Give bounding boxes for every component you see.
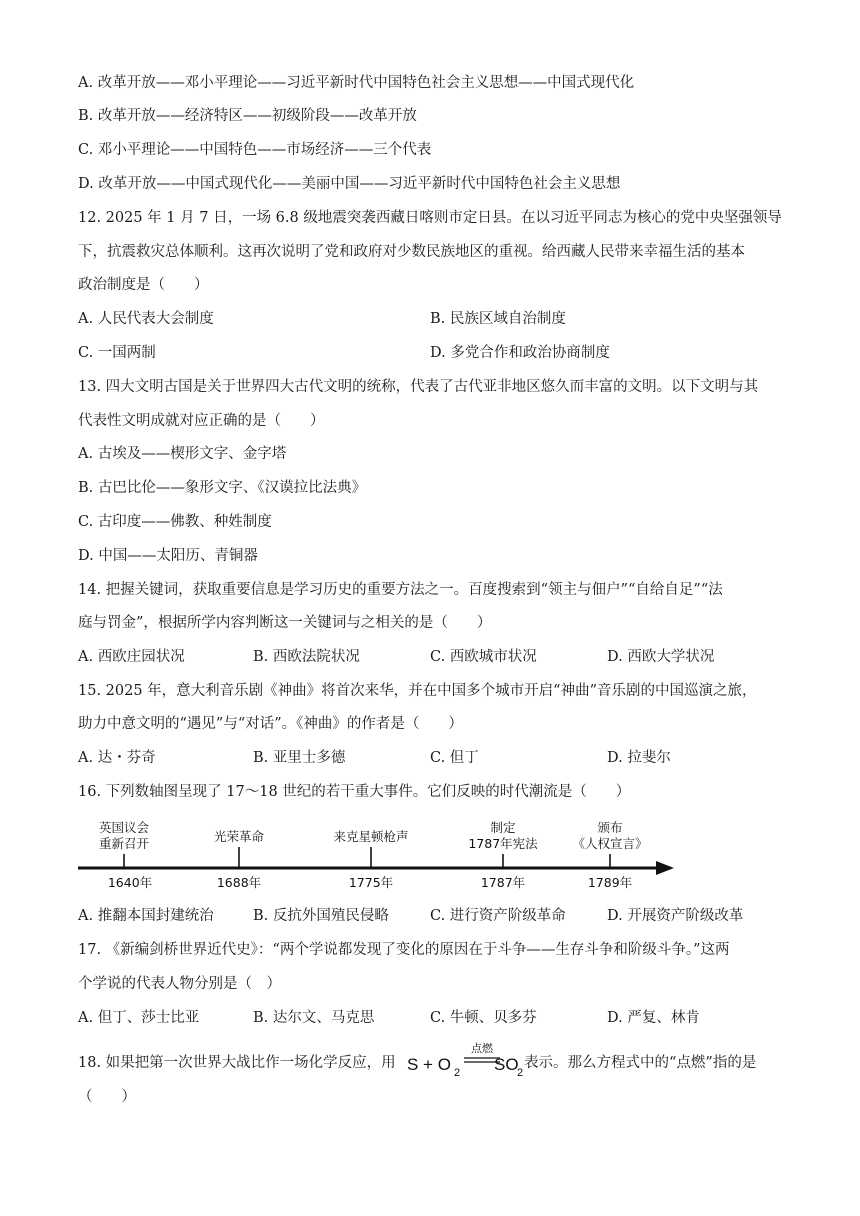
equation-reactants: S + O	[407, 1055, 451, 1074]
q13-stem-line-2: 代表性文明成就对应正确的是（ ）	[78, 413, 325, 429]
q11-option-b: B. 改革开放——经济特区——初级阶段——改革开放	[78, 108, 417, 124]
timeline-event-1640	[99, 820, 152, 890]
timeline-event-1787	[468, 820, 538, 890]
q15-option-d: D. 拉斐尔	[607, 750, 671, 766]
q13-option-c: C. 古印度——佛教、种姓制度	[78, 514, 272, 530]
q18-stem-text-before: 18. 如果把第一次世界大战比作一场化学反应，用	[78, 1055, 396, 1071]
q12-option-a: A. 人民代表大会制度	[78, 311, 214, 327]
q17-option-d: D. 严复、林肯	[607, 1010, 700, 1026]
q11-option-a: A. 改革开放——邓小平理论——习近平新时代中国特色社会主义思想——中国式现代化	[78, 75, 635, 91]
timeline-event-1789-line-2: 《人权宣言》	[572, 836, 648, 851]
timeline-year-1789: 1789年	[587, 875, 633, 890]
q15-option-a: A. 达・芬奇	[78, 750, 156, 766]
q18-chemical-equation	[406, 1037, 522, 1087]
q12-stem-line-2: 下，抗震救灾总体顺利。这再次说明了党和政府对少数民族地区的重视。给西藏人民带来幸福生活的基本	[78, 244, 745, 260]
q14-option-b: B. 西欧法院状况	[253, 649, 360, 665]
q16-option-a: A. 推翻本国封建统治	[78, 908, 214, 924]
q17-option-a: A. 但丁、莎士比亚	[78, 1010, 200, 1026]
timeline-event-1688-line-1: 光荣革命	[213, 829, 265, 844]
q13-option-a: A. 古埃及——楔形文字、金字塔	[78, 446, 287, 462]
timeline-year-1787: 1787年	[480, 875, 526, 890]
q14-option-c: C. 西欧城市状况	[430, 649, 537, 665]
equation-product: SO	[494, 1055, 519, 1074]
timeline-event-1787-line-2: 1787年宪法	[468, 836, 538, 851]
q17-option-c: C. 牛顿、贝多芬	[430, 1010, 537, 1026]
timeline-year-1688: 1688年	[216, 875, 262, 890]
timeline-event-1688	[214, 829, 265, 890]
q16-option-c: C. 进行资产阶级革命	[430, 908, 566, 924]
q16-option-d: D. 开展资产阶级改革	[607, 908, 744, 924]
q14-option-d: D. 西欧大学状况	[607, 649, 715, 665]
q14-option-a: A. 西欧庄园状况	[78, 649, 185, 665]
timeline-event-1640-line-2: 重新召开	[98, 836, 150, 851]
q12-option-d: D. 多党合作和政治协商制度	[430, 345, 610, 361]
equation-product-subscript: 2	[517, 1067, 524, 1079]
timeline-event-1787-line-1: 制定	[490, 820, 516, 835]
timeline-year-1775: 1775年	[348, 875, 394, 890]
q16-option-b: B. 反抗外国殖民侵略	[253, 908, 389, 924]
q13-option-d: D. 中国——太阳历、青铜器	[78, 548, 258, 564]
timeline-event-1789-line-1: 颁布	[597, 820, 623, 835]
q15-option-b: B. 亚里士多德	[253, 750, 346, 766]
q15-option-c: C. 但丁	[430, 750, 479, 766]
q13-stem-line-1: 13. 四大文明古国是关于世界四大古代文明的统称，代表了古代亚非地区悠久而丰富的文明。以下文明与其	[78, 379, 759, 395]
q17-stem-line-2: 个学说的代表人物分别是（ ）	[78, 976, 281, 992]
q11-option-d: D. 改革开放——中国式现代化——美丽中国——习近平新时代中国特色社会主义思想	[78, 176, 621, 192]
q15-stem-line-1: 15. 2025 年，意大利音乐剧《神曲》将首次来华，并在中国多个城市开启“神曲”音乐剧的中国巡演之旅，	[78, 683, 757, 699]
timeline-arrow-icon	[656, 861, 674, 875]
q18-stem-line-2: （ ）	[78, 1089, 136, 1105]
q13-option-b: B. 古巴比伦——象形文字、《汉谟拉比法典》	[78, 480, 367, 496]
timeline-event-1789	[572, 820, 647, 890]
equation-condition: 点燃	[471, 1043, 493, 1055]
q18-stem-text-after: 表示。那么方程式中的“点燃”指的是	[524, 1055, 757, 1071]
timeline-event-1775	[333, 829, 408, 890]
q17-option-b: B. 达尔文、马克思	[253, 1010, 375, 1026]
q16-stem-line-1: 16. 下列数轴图呈现了 17～18 世纪的若干重大事件。它们反映的时代潮流是（ ）	[78, 784, 631, 800]
q17-stem-line-1: 17. 《新编剑桥世界近代史》：“两个学说都发现了变化的原因在于斗争——生存斗争和阶级斗争。”这两	[78, 942, 730, 958]
q12-stem-line-3: 政治制度是（ ）	[78, 277, 209, 293]
timeline-event-1640-line-1: 英国议会	[98, 820, 150, 835]
timeline-year-1640: 1640年	[107, 875, 153, 890]
q14-stem-line-1: 14. 把握关键词，获取重要信息是学习历史的重要方法之一。百度搜索到“领主与佃户”“自给自足”“法	[78, 582, 723, 598]
timeline-event-1775-line-1: 来克星顿枪声	[333, 829, 409, 844]
q12-option-c: C. 一国两制	[78, 345, 156, 361]
equation-reactant-subscript: 2	[454, 1067, 461, 1079]
q11-option-c: C. 邓小平理论——中国特色——市场经济——三个代表	[78, 142, 432, 158]
q15-stem-line-2: 助力中意文明的“遇见”与“对话”。《神曲》的作者是（ ）	[78, 716, 463, 732]
q14-stem-line-2: 庭与罚金”，根据所学内容判断这一关键词与之相关的是（ ）	[78, 615, 492, 631]
timeline-figure	[72, 812, 682, 894]
q12-option-b: B. 民族区域自治制度	[430, 311, 566, 327]
q12-stem-line-1: 12. 2025 年 1 月 7 日，一场 6.8 级地震突袭西藏日喀则市定日县。在以习近平同志为核心的党中央坚强领导	[78, 210, 782, 226]
